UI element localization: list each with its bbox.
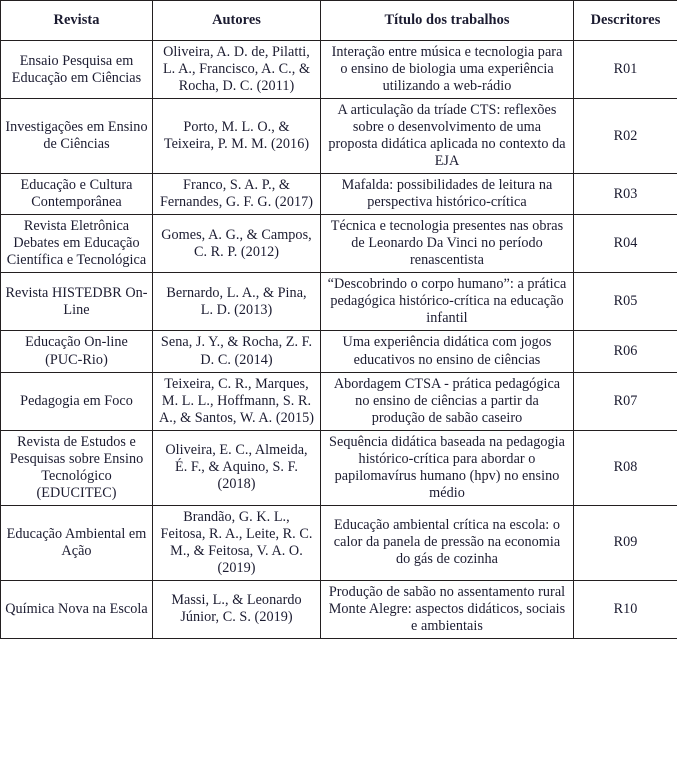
cell-descritor: R05 xyxy=(574,273,677,331)
cell-autores: Oliveira, A. D. de, Pilatti, L. A., Francisco, A. C., & Rocha, D. C. (2011) xyxy=(153,41,321,99)
table-row xyxy=(1,99,677,174)
table-header xyxy=(1,1,677,41)
column-header-titulo: Título dos trabalhos xyxy=(321,1,574,41)
cell-autores: Sena, J. Y., & Rocha, Z. F. D. C. (2014) xyxy=(153,331,321,372)
cell-revista: Revista HISTEDBR On-Line xyxy=(1,273,153,331)
cell-autores: Franco, S. A. P., & Fernandes, G. F. G. (2017) xyxy=(153,174,321,215)
cell-autores: Brandão, G. K. L., Feitosa, R. A., Leite, R. C. M., & Feitosa, V. A. O. (2019) xyxy=(153,505,321,580)
cell-revista: Revista Eletrônica Debates em Educação Científica e Tecnológica xyxy=(1,215,153,273)
column-header-descritores: Descritores xyxy=(574,1,677,41)
cell-revista: Educação e Cultura Contemporânea xyxy=(1,174,153,215)
cell-revista: Educação On-line (PUC-Rio) xyxy=(1,331,153,372)
column-header-revista: Revista xyxy=(1,1,153,41)
table-row xyxy=(1,273,677,331)
cell-revista: Investigações em Ensino de Ciências xyxy=(1,99,153,174)
cell-descritor: R07 xyxy=(574,372,677,430)
cell-descritor: R10 xyxy=(574,580,677,638)
cell-titulo: A articulação da tríade CTS: reflexões sobre o desenvolvimento de uma proposta didática aplicada no contexto da EJA xyxy=(321,99,574,174)
cell-titulo: Abordagem CTSA - prática pedagógica no ensino de ciências a partir da produção de sabão caseiro xyxy=(321,372,574,430)
table-header-row xyxy=(1,1,677,41)
cell-revista: Educação Ambiental em Ação xyxy=(1,505,153,580)
cell-descritor: R03 xyxy=(574,174,677,215)
cell-titulo: Uma experiência didática com jogos educativos no ensino de ciências xyxy=(321,331,574,372)
table-row xyxy=(1,331,677,372)
cell-autores: Porto, M. L. O., & Teixeira, P. M. M. (2016) xyxy=(153,99,321,174)
cell-titulo: Produção de sabão no assentamento rural Monte Alegre: aspectos didáticos, sociais e ambientais xyxy=(321,580,574,638)
cell-revista: Pedagogia em Foco xyxy=(1,372,153,430)
table-row xyxy=(1,505,677,580)
cell-descritor: R08 xyxy=(574,430,677,505)
cell-titulo: Técnica e tecnologia presentes nas obras de Leonardo Da Vinci no período renascentista xyxy=(321,215,574,273)
table-row xyxy=(1,430,677,505)
cell-revista: Química Nova na Escola xyxy=(1,580,153,638)
cell-autores: Bernardo, L. A., & Pina, L. D. (2013) xyxy=(153,273,321,331)
table-row xyxy=(1,41,677,99)
cell-autores: Teixeira, C. R., Marques, M. L. L., Hoffmann, S. R. A., & Santos, W. A. (2015) xyxy=(153,372,321,430)
cell-titulo: Educação ambiental crítica na escola: o calor da panela de pressão na economia do gás de cozinha xyxy=(321,505,574,580)
cell-descritor: R01 xyxy=(574,41,677,99)
cell-descritor: R06 xyxy=(574,331,677,372)
cell-titulo: Interação entre música e tecnologia para o ensino de biologia uma experiência utilizando a web-rádio xyxy=(321,41,574,99)
table-row xyxy=(1,215,677,273)
cell-autores: Oliveira, E. C., Almeida, É. F., & Aquino, S. F. (2018) xyxy=(153,430,321,505)
cell-titulo: Sequência didática baseada na pedagogia histórico-crítica para abordar o papilomavírus humano (hpv) no ensino médio xyxy=(321,430,574,505)
cell-titulo: “Descobrindo o corpo humano”: a prática pedagógica histórico-crítica na educação infantil xyxy=(321,273,574,331)
cell-revista: Revista de Estudos e Pesquisas sobre Ensino Tecnológico (EDUCITEC) xyxy=(1,430,153,505)
table-row xyxy=(1,580,677,638)
cell-descritor: R09 xyxy=(574,505,677,580)
cell-autores: Massi, L., & Leonardo Júnior, C. S. (2019) xyxy=(153,580,321,638)
cell-autores: Gomes, A. G., & Campos, C. R. P. (2012) xyxy=(153,215,321,273)
column-header-autores: Autores xyxy=(153,1,321,41)
table-row xyxy=(1,372,677,430)
table-row xyxy=(1,174,677,215)
cell-descritor: R02 xyxy=(574,99,677,174)
cell-revista: Ensaio Pesquisa em Educação em Ciências xyxy=(1,41,153,99)
cell-descritor: R04 xyxy=(574,215,677,273)
table-body xyxy=(1,41,677,639)
cell-titulo: Mafalda: possibilidades de leitura na perspectiva histórico-crítica xyxy=(321,174,574,215)
